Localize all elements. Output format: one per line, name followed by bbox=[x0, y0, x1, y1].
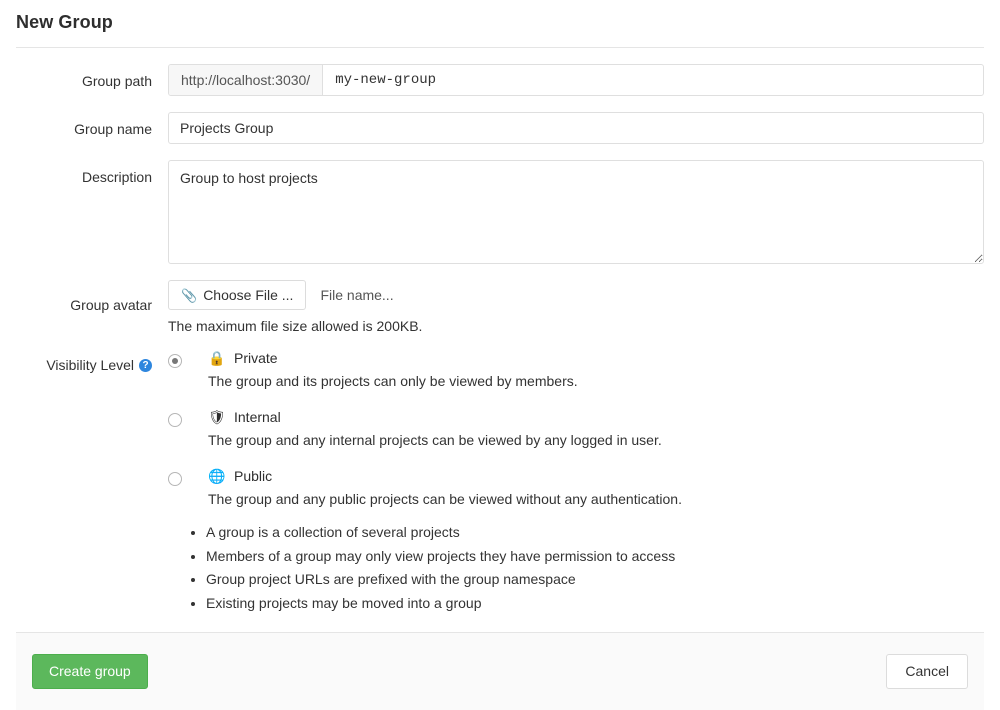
visibility-option-internal[interactable] bbox=[168, 409, 984, 450]
group-name-label: Group name bbox=[74, 121, 152, 137]
description-textarea[interactable] bbox=[168, 160, 984, 264]
visibility-label-wrap bbox=[16, 350, 168, 374]
group-name-input[interactable] bbox=[168, 112, 984, 144]
visibility-control bbox=[168, 350, 984, 618]
lock-icon: 🔒 bbox=[208, 350, 226, 366]
visibility-private-body bbox=[208, 350, 984, 391]
visibility-public-title: Public bbox=[234, 467, 273, 484]
radio-public[interactable] bbox=[168, 472, 182, 486]
group-path-input[interactable] bbox=[323, 65, 983, 95]
group-notes-list bbox=[182, 523, 984, 614]
group-avatar-label: Group avatar bbox=[70, 297, 152, 313]
group-avatar-control bbox=[168, 280, 984, 334]
group-name-control bbox=[168, 112, 984, 144]
visibility-internal-desc: The group and any internal projects can be viewed by any logged in user. bbox=[208, 431, 662, 448]
avatar-help-text: The maximum file size allowed is 200KB. bbox=[168, 318, 423, 334]
paperclip-icon: 📎 bbox=[181, 287, 198, 303]
cancel-button[interactable]: Cancel bbox=[886, 654, 968, 689]
page-title: New Group bbox=[16, 12, 113, 32]
description-row bbox=[16, 160, 984, 264]
form-actions-footer bbox=[16, 632, 984, 710]
group-path-prefix: http://localhost:3030/ bbox=[169, 65, 323, 95]
list-item: • Existing projects may be moved into a group bbox=[206, 594, 984, 613]
visibility-public-body bbox=[208, 468, 984, 509]
group-avatar-row bbox=[16, 280, 984, 334]
visibility-private-title: Private bbox=[234, 350, 278, 366]
globe-icon: 🌐 bbox=[208, 467, 226, 484]
file-name-text: File name... bbox=[320, 287, 394, 303]
group-path-input-group bbox=[168, 64, 984, 96]
description-label: Description bbox=[81, 169, 152, 185]
help-circle-icon[interactable]: ? bbox=[139, 359, 152, 372]
visibility-private-desc: The group and its projects can only be viewed by members. bbox=[208, 373, 578, 389]
choose-file-label: Choose File ... bbox=[203, 287, 294, 303]
new-group-form bbox=[0, 48, 1000, 618]
visibility-option-public[interactable] bbox=[168, 468, 984, 509]
group-path-row bbox=[16, 64, 984, 96]
visibility-option-private[interactable] bbox=[168, 350, 984, 391]
description-control bbox=[168, 160, 984, 264]
file-picker-line bbox=[168, 280, 984, 310]
group-path-label: Group path bbox=[81, 73, 152, 89]
visibility-public-head bbox=[208, 468, 984, 484]
list-item: • Members of a group may only view projects they have permission to access bbox=[206, 547, 984, 566]
visibility-row bbox=[16, 350, 984, 618]
choose-file-button[interactable] bbox=[168, 280, 306, 310]
visibility-internal-body bbox=[208, 409, 984, 450]
radio-private[interactable] bbox=[168, 354, 182, 368]
shield-icon: 🛡 bbox=[208, 408, 226, 425]
create-group-button[interactable]: Create group bbox=[32, 654, 148, 689]
footer-inner bbox=[16, 654, 984, 689]
visibility-internal-head bbox=[208, 409, 984, 425]
visibility-private-head bbox=[208, 350, 984, 366]
visibility-label: Visibility Level bbox=[46, 357, 134, 373]
list-item: • Group project URLs are prefixed with the group namespace bbox=[206, 570, 984, 589]
radio-internal[interactable] bbox=[168, 413, 182, 427]
list-item: • A group is a collection of several projects bbox=[206, 523, 984, 542]
visibility-public-desc: The group and any public projects can be viewed without any authentication. bbox=[208, 490, 682, 507]
visibility-internal-title: Internal bbox=[234, 408, 281, 425]
group-name-row bbox=[16, 112, 984, 144]
group-path-control bbox=[168, 64, 984, 96]
